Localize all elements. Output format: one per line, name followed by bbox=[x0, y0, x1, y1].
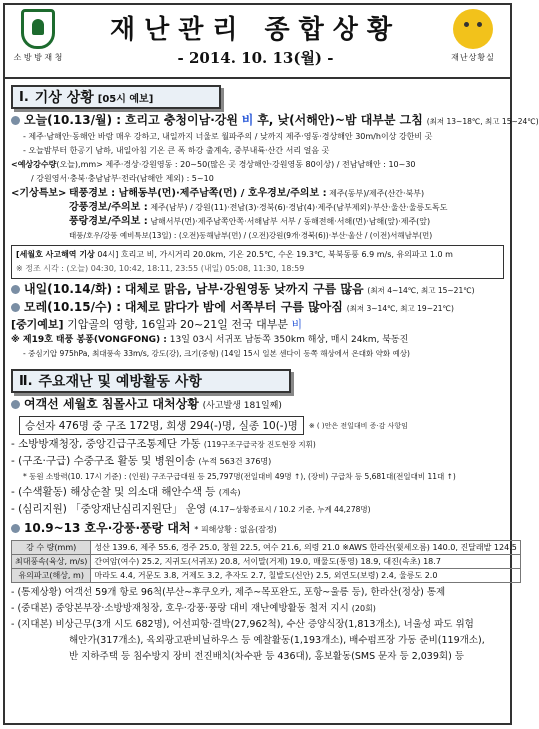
activity-3: - (수색활동) 해상순찰 및 의소대 해안수색 등 (계속) bbox=[11, 486, 241, 498]
bullet-icon bbox=[11, 116, 20, 125]
report-header bbox=[5, 5, 510, 79]
section-number: Ⅱ. bbox=[19, 373, 33, 389]
bullet-icon bbox=[11, 285, 20, 294]
left-logo-caption: 소 방 방 재 청 bbox=[13, 53, 63, 62]
page-title: 재난관리 종합상황 bbox=[110, 15, 401, 45]
expected-rainfall: <예상강수량(오늘),mm> 제주·경상·강원영동 : 20~50(많은 곳 경상해안·강원영동 80이상) / 전남남해안 : 10~30 bbox=[11, 160, 416, 169]
section-title: 주요재난 및 예방활동 사항 bbox=[38, 374, 202, 390]
midterm-forecast: [중기예보] 기압골의 영향, 16일과 20~21일 전국 대부분 비 bbox=[11, 318, 303, 331]
table-cell: 마라도 4.4, 거문도 3.8, 거제도 3.2, 추자도 2.7, 칠발도(신안) 2.5, 외연도(보령) 2.4, 울릉도 2.0 bbox=[91, 569, 520, 583]
typhoon-19-detail: - 중심기압 975hPa, 최대풍속 33m/s, 강도(강), 크기(중형) (14일 15시 일본 센다이 동쪽 해상에서 온대화 약화 예상) bbox=[23, 349, 410, 358]
sewol-weather: [세월호 사고해역 기상 04시] 흐리고 비, 가시거리 20.0km, 기온 20.5℃, 수온 19.3℃, 북북동풍 6.9 m/s, 유의파고 1.0 m bbox=[16, 250, 453, 259]
bullet-icon bbox=[11, 400, 20, 409]
wind-alert: 강풍경보/주의보 : 제주(남부) / 강원(11)·전남(3)·경북(6)·경남(4)·제주(남부제외)·부산·울산·울릉도독도 bbox=[69, 202, 448, 213]
section-subtitle: [05시 예보] bbox=[97, 93, 154, 105]
sewol-response-heading: 여객선 세월호 침몰사고 대처상황 (사고발생 181일째) bbox=[11, 396, 504, 415]
typhoon-19: ※ 제19호 태풍 봉퐁(VONGFONG) : 13일 03시 서귀포 남동쪽 350km 해상, 매시 24km, 북동진 bbox=[11, 335, 409, 345]
report-page bbox=[3, 3, 539, 725]
local-hq: - (지대본) 비상근무(3개 시도 682명), 어선피항·결박(27,962척), 수산 증양식장(1,813개소), 너울성 파도 위험 bbox=[11, 619, 474, 630]
activity-2: - (구조·구급) 수중구조 활동 및 병원이송 (누적 563건 376명) bbox=[11, 455, 272, 467]
tide-times: ※ 정조 시각 : (오늘) 04:30, 10:42, 18:11, 23:55 (내일) 05:08, 11:30, 18:59 bbox=[16, 264, 305, 273]
table-cell: 간여암(여수) 25.2, 지귀도(서귀포) 20.8, 서이말(거제) 19.0, 매물도(통영) 18.9, 대진(속초) 18.7 bbox=[91, 555, 520, 569]
preliminary-alert: 태풍/호우/강풍 예비특보(13일) : (오전)동해남부(먼) / (오전)강원(9개·경북(6))·부산·울산 / (이전)서해남부(먼) bbox=[69, 231, 433, 240]
sewol-sea-weather-box bbox=[11, 245, 504, 279]
bullet-icon bbox=[11, 303, 20, 312]
casualty-note: ※ ( )안은 전일대비 증·감 사항임 bbox=[308, 421, 408, 430]
section-disaster-heading bbox=[11, 369, 291, 393]
central-hq: - (중대본) 중앙본부장·소방방재청장, 호우·강풍·풍랑 대비 재난예방활동 철저 지시 (20회) bbox=[11, 603, 376, 614]
section-weather-heading bbox=[11, 85, 221, 109]
today-detail-2: - 오늘밤부터 한공기 남하, 내일아침 기온 큰 폭 하강 출계속, 중부내륙·산간 서리 얼음 곳 bbox=[23, 146, 330, 155]
casualty-box: 승선자 476명 중 구조 172명, 희생 294(-)명, 실종 10(-)명 bbox=[19, 416, 304, 435]
right-logo-caption: 재난상황실 bbox=[451, 53, 495, 62]
today-detail-1: - 제주·남해안·동해안 바람 매우 강하고, 내일까지 너울로 월파주의 / 낮까지 제주·영동·경상해안 30m/h이상 강한비 곳 bbox=[23, 132, 433, 141]
table-row bbox=[12, 569, 521, 583]
casualty-row bbox=[19, 416, 504, 435]
table-row-label: 유의파고(해상, m) bbox=[12, 569, 91, 583]
wave-alert: 풍랑경보/주의보 : 남해서부(먼)·제주남쪽안쪽·서해남부 서부 / 동해전해·서해(먼)·남해(앞)·제주(앞) bbox=[69, 216, 431, 227]
situation-room-logo bbox=[440, 9, 506, 69]
today-forecast: 오늘(10.13/월) : 흐리고 충청이남·강원 비 후, 낮(서해안)~밤 대부분 그침 (최저 13~18℃, 최고 15~24℃) bbox=[11, 112, 504, 130]
weather-measurement-table bbox=[11, 540, 521, 583]
mascot-icon bbox=[453, 9, 493, 49]
section-number: Ⅰ. bbox=[19, 89, 29, 105]
table-cell: 성산 139.6, 제주 55.6, 경주 25.0, 창원 22.5, 여수 21.6, 의령 21.0 ※AWS 한라산(윗세오름) 140.0, 진달래밭 124.5 bbox=[91, 541, 520, 555]
weather-alerts: <기상특보> 태풍경보 : 남해동부(먼)·제주남쪽(먼) / 호우경보/주의보 : 제주(동부)/제주(산간·북부) bbox=[11, 188, 425, 199]
table-row bbox=[12, 555, 521, 569]
table-row-label: 최대풍속(육상, m/s) bbox=[12, 555, 91, 569]
dayafter-forecast: 모레(10.15/수) : 대체로 맑다가 밤에 서쪽부터 구름 많아짐 (최저 3~14℃, 최고 19~21℃) bbox=[11, 299, 504, 317]
bullet-icon bbox=[11, 524, 20, 533]
local-hq-2: 해안가(317개소), 육외광고판비닐하우스 등 예찰활동(1,193개소), 배수펌프장 가동 준비(119개소), bbox=[69, 635, 485, 646]
activity-2-detail: * 동원 소방력(10. 17시 기준) : (인원) 구조구급대원 등 25,797명(전일대비 49명 ↑), (장비) 구급차 등 5,681대(전일대비 11대 ↑) bbox=[23, 472, 456, 481]
control-status: - (통제상황) 여객선 59개 항로 96척(부산~후쿠오카, 제주~목포완도, 포항~울릉 등), 한라산(정상) 통제 bbox=[11, 587, 446, 598]
section-title: 기상 상황 bbox=[34, 90, 94, 106]
activity-4: - (심리지원) 「중앙재난심리지원단」 운영 (4.17~상황종료시 / 10.2 기준, 누계 44,278명) bbox=[11, 503, 371, 515]
shield-icon bbox=[21, 9, 55, 49]
tomorrow-forecast: 내일(10.14/화) : 대체로 맑음, 남부·강원영동 낮까지 구름 많음 (최저 4~14℃, 최고 15~21℃) bbox=[11, 281, 504, 299]
table-row bbox=[12, 541, 521, 555]
table-row-label: 강 수 량(mm) bbox=[12, 541, 91, 555]
activity-1: - 소방방재청장, 중앙긴급구조통제단 가동 (119구조구급국장 진도현장 지휘) bbox=[11, 438, 316, 450]
report-date: - 2014. 10. 13(월) - bbox=[177, 49, 334, 67]
fire-agency-logo bbox=[9, 9, 67, 69]
rain-response-heading: 10.9~13 호우·강풍·풍랑 대처 * 피해상황 : 없음(잠정) bbox=[11, 520, 504, 538]
expected-rainfall-2: / 강원영서·충북·충남남부·전라(남해안 제외) : 5~10 bbox=[31, 174, 214, 183]
local-hq-3: 반 지하주택 등 침수방지 장비 전진배치(차수판 등 436대), 홍보활동(SMS 문자 등 2,039회) 등 bbox=[69, 651, 464, 662]
